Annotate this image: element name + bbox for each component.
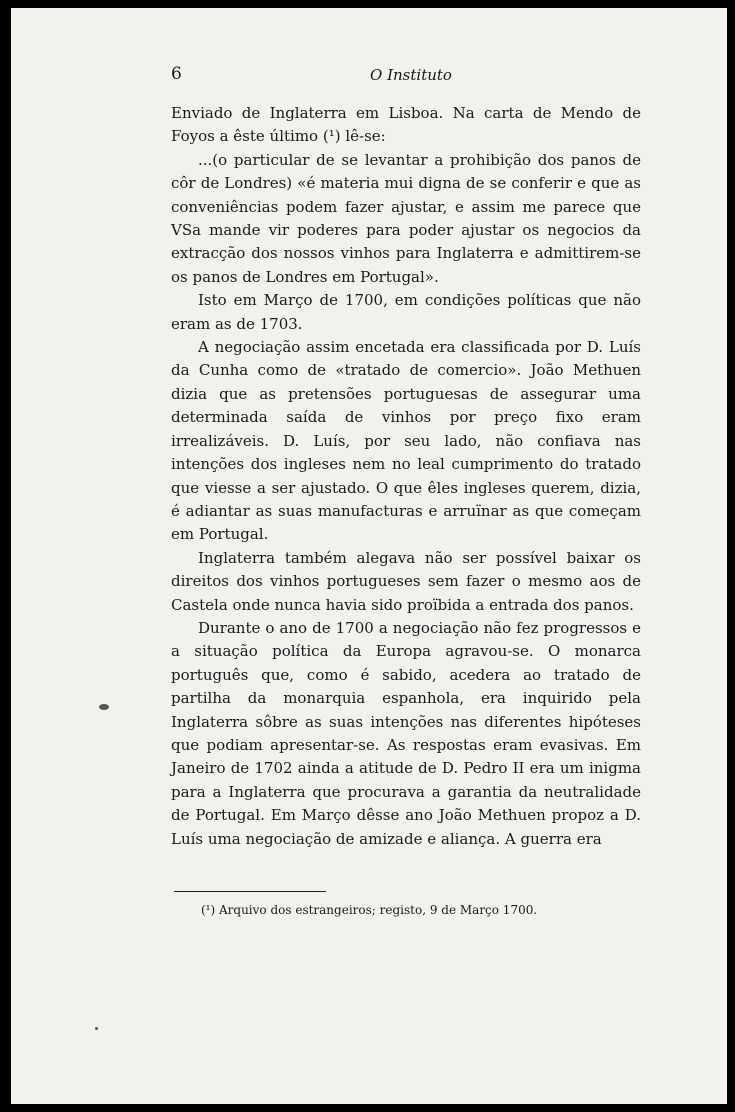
book-page	[11, 8, 727, 1104]
paragraph: Durante o ano de 1700 a negociação não fez progressos e a situação política da Europa agravou-se. O monarca português que, como é sabido, acedera ao tratado de partilha da monarquia espanhola, era inquirido pela Inglaterra sôbre as suas intenções nas diferentes hipóteses que podiam apresentar-se. As respostas eram evasivas. Em Janeiro de 1702 ainda a atitude de D. Pedro II era um inigma para a Inglaterra que procurava a garantia da neutralidade de Portugal. Em Março dêsse ano João Methuen propoz a D. Luís uma negociação de amizade e aliança. A guerra era	[171, 618, 641, 848]
body-text	[171, 102, 641, 851]
running-title: O Instituto	[370, 66, 452, 84]
paragraph: Enviado de Inglaterra em Lisboa. Na carta de Mendo de Foyos a êste último (¹) lê-se:	[171, 104, 641, 146]
paragraph: Isto em Março de 1700, em condições políticas que não eram as de 1703.	[171, 291, 641, 333]
ink-speck	[95, 1027, 98, 1030]
paragraph: Inglaterra também alegava não ser possível baixar os direitos dos vinhos portugueses sem fazer o mesmo aos de Castela onde nunca havia sido proïbida a entrada dos panos.	[171, 548, 641, 614]
page-header	[171, 64, 651, 88]
ink-speck	[99, 704, 109, 710]
quoted-paragraph: ...(o particular de se levantar a prohibição dos panos de côr de Londres) «é materia mui digna de se conferir e que as conveniências podem fazer ajustar, e assim me parece que VSa mande vir poderes para poder ajustar os negocios da extracção dos nossos vinhos para Inglaterra e admittirem-se os panos de Londres em Portugal».	[171, 150, 641, 286]
footnote: (¹) Arquivo dos estrangeiros; registo, 9 de Março 1700.	[201, 903, 538, 917]
page-number: 6	[171, 64, 182, 84]
paragraph: A negociação assim encetada era classificada por D. Luís da Cunha como de «tratado de comercio». João Methuen dizia que as pretensões portuguesas de assegurar uma determinada saída de vinhos por preço fixo eram irrealizáveis. D. Luís, por seu lado, não confiava nas intenções dos ingleses nem no leal cumprimento do tratado que viesse a ser ajustado. O que êles ingleses querem, dizia, é adiantar as suas manufacturas e arruïnar as que começam em Portugal.	[171, 338, 641, 544]
footnote-divider	[174, 891, 326, 892]
